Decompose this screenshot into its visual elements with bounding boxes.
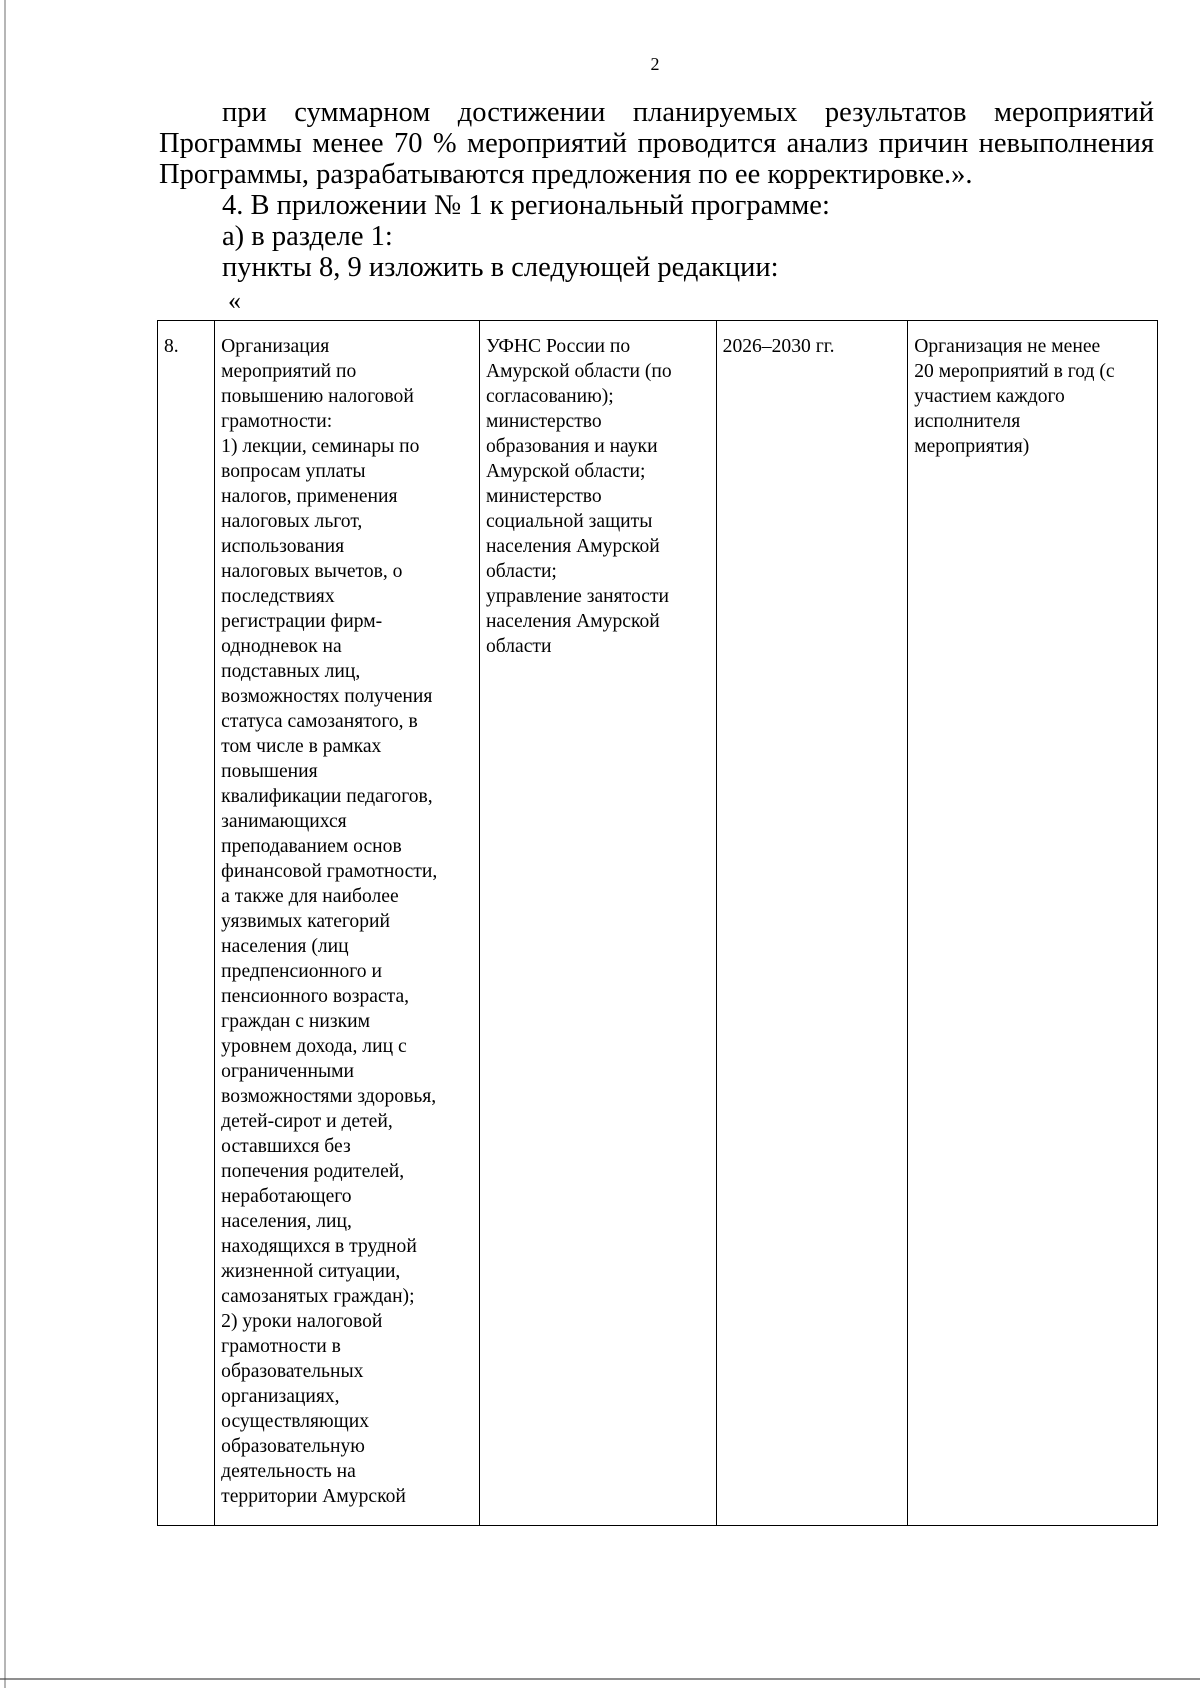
activity-line: подставных лиц, (221, 661, 361, 682)
activity-line: регистрации фирм- (221, 611, 383, 632)
executor-line: области; (485, 561, 557, 582)
scan-edge-bottom (0, 1678, 1200, 1680)
item-points-text: пункты 8, 9 изложить в следующей редакции: (222, 252, 779, 283)
result-line: исполнителя (914, 411, 1021, 432)
executor-line: министерство (485, 411, 602, 432)
executor-line: области (485, 636, 552, 657)
activity-line: а также для наиболее (221, 886, 399, 907)
activity-line: уязвимых категорий (221, 911, 390, 932)
activity-cell (215, 321, 480, 1526)
activity-line: том числе в рамках (221, 736, 382, 757)
activity-line: возможностях получения (221, 686, 433, 707)
activity-line: мероприятий по (221, 361, 357, 382)
intro-line-3: Программы, разрабатываются предложения по ее корректировке.». (159, 159, 973, 190)
intro-paragraph (159, 97, 1154, 190)
activity-line: населения, лиц, (221, 1211, 352, 1232)
activity-line: повышению налоговой (221, 386, 414, 407)
activity-line: грамотности в (221, 1336, 341, 1357)
result-line: мероприятия) (914, 436, 1030, 457)
result-line: 20 мероприятий в год (с (914, 361, 1115, 382)
activity-line: осуществляющих (221, 1411, 369, 1432)
row-number-cell (158, 321, 215, 1526)
activity-line: детей-сирот и детей, (221, 1111, 393, 1132)
activity-line: попечения родителей, (221, 1161, 405, 1182)
activity-line: пенсионного возраста, (221, 986, 410, 1007)
activity-line: территории Амурской (221, 1486, 406, 1507)
activity-line: образовательную (221, 1436, 365, 1457)
activity-line: возможностями здоровья, (221, 1086, 437, 1107)
executor-line: Амурской области (по (485, 361, 672, 382)
activity-line: 1) лекции, семинары по (221, 436, 420, 457)
activity-line: квалификации педагогов, (221, 786, 433, 807)
activity-line: образовательных (221, 1361, 364, 1382)
executor-line: министерство (485, 486, 602, 507)
executor-line: согласованию); (485, 386, 614, 407)
table-row (158, 321, 1158, 1526)
activity-line: грамотности: (221, 411, 333, 432)
program-table (157, 320, 1158, 1526)
activity-line: финансовой грамотности, (221, 861, 438, 882)
item-a-text: а) в разделе 1: (222, 221, 393, 252)
activity-line: деятельность на (221, 1461, 356, 1482)
intro-line-1: при суммарном достижении планируемых результатов мероприятий (222, 97, 1154, 128)
executor-line: населения Амурской (485, 611, 660, 632)
activity-line: жизненной ситуации, (221, 1261, 401, 1282)
activity-line: предпенсионного и (221, 961, 382, 982)
activity-line: ограниченными (221, 1061, 355, 1082)
activity-line: 2) уроки налоговой (221, 1311, 383, 1332)
row-number: 8. (164, 336, 179, 357)
executor-cell (479, 321, 716, 1526)
activity-line: статуса самозанятого, в (221, 711, 418, 732)
activity-line: последствиях (221, 586, 335, 607)
executor-line: населения Амурской (485, 536, 660, 557)
activity-line: налоговых льгот, (221, 511, 363, 532)
activity-line: вопросам уплаты (221, 461, 366, 482)
activity-line: налоговых вычетов, о (221, 561, 403, 582)
item-4-text: 4. В приложении № 1 к региональный программе: (222, 190, 830, 221)
activity-line: граждан с низким (221, 1011, 370, 1032)
executor-line: Амурской области; (485, 461, 646, 482)
activity-line: преподаванием основ (221, 836, 402, 857)
activity-line: неработающего (221, 1186, 352, 1207)
executor-line: УФНС России по (485, 336, 631, 357)
result-line: участием каждого (914, 386, 1065, 407)
executor-line: социальной защиты (485, 511, 653, 532)
activity-line: налогов, применения (221, 486, 398, 507)
intro-line-2: Программы менее 70 % мероприятий проводится анализ причин невыполнения (159, 128, 1154, 159)
activity-line: оставшихся без (221, 1136, 351, 1157)
open-quote: « (228, 286, 241, 315)
page-number: 2 (650, 54, 660, 74)
activity-line: находящихся в трудной (221, 1236, 417, 1257)
activity-line: организациях, (221, 1386, 340, 1407)
scan-edge-left (4, 0, 6, 1688)
result-cell (908, 321, 1158, 1526)
activity-line: занимающихся (221, 811, 347, 832)
activity-line: самозанятых граждан); (221, 1286, 415, 1307)
activity-line: повышения (221, 761, 318, 782)
executor-line: образования и науки (485, 436, 658, 457)
activity-line: Организация (221, 336, 330, 357)
activity-line: использования (221, 536, 345, 557)
activity-line: населения (лиц (221, 936, 349, 957)
activity-line: уровнем дохода, лиц с (221, 1036, 407, 1057)
period-cell (716, 321, 908, 1526)
result-line: Организация не менее (914, 336, 1101, 357)
executor-line: управление занятости (485, 586, 670, 607)
activity-line: однодневок на (221, 636, 342, 657)
period: 2026–2030 гг. (722, 336, 835, 357)
